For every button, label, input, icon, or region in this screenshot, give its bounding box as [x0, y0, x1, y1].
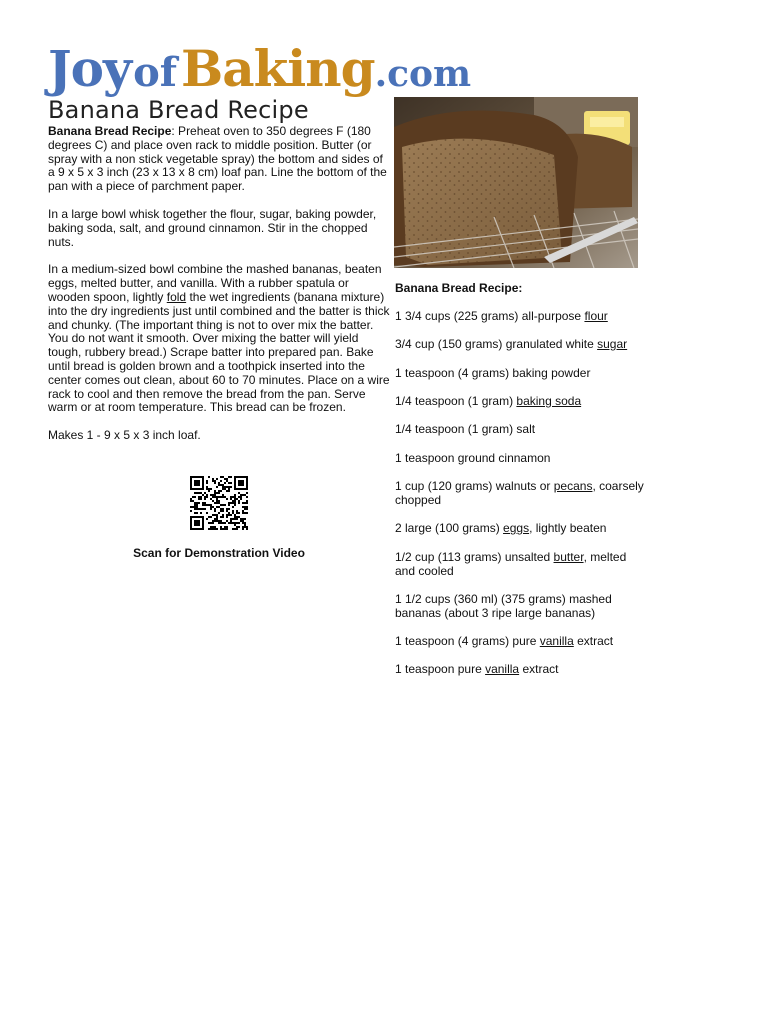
ingredient-item	[395, 395, 645, 409]
ingredient-text: 3/4 cup (150 grams) granulated white	[395, 337, 598, 352]
fold-link[interactable]: fold	[166, 289, 187, 304]
instructions	[48, 125, 390, 457]
instruction-text: In a medium-sized bowl combine the mashed bananas, beaten eggs, melted butter, and vanilla. With a rubber spatula or wooden spoon, lightly	[48, 262, 382, 304]
ingredient-link[interactable]: flour	[584, 308, 608, 323]
ingredient-link[interactable]: sugar	[597, 337, 628, 352]
bread-photo-image	[394, 97, 638, 268]
ingredient-link[interactable]: vanilla	[539, 634, 574, 649]
instruction-paragraph-3	[48, 263, 390, 415]
qr-code-icon	[190, 476, 248, 530]
ingredient-text: 1 teaspoon (4 grams) baking powder	[395, 365, 591, 380]
qr-caption: Scan for Demonstration Video	[133, 546, 305, 560]
ingredient-link[interactable]: butter	[553, 549, 584, 564]
instruction-lead: Banana Bread Recipe	[48, 124, 172, 138]
ingredient-link[interactable]: pecans	[553, 479, 593, 494]
ingredient-text: 1/2 cup (113 grams) unsalted	[395, 549, 554, 564]
ingredient-item	[395, 452, 645, 466]
ingredient-text: , coarsely chopped	[395, 479, 644, 507]
logo-baking: Baking	[180, 39, 375, 98]
ingredient-item	[395, 635, 645, 649]
ingredients-heading: Banana Bread Recipe:	[395, 281, 523, 295]
logo-com: .com	[374, 53, 472, 95]
ingredient-link[interactable]: eggs	[503, 521, 530, 536]
instruction-paragraph-2: In a large bowl whisk together the flour, sugar, baking powder, baking soda, salt, and ground cinnamon. Stir in the chopped nuts.	[48, 206, 377, 249]
ingredient-link[interactable]: baking soda	[516, 393, 582, 408]
ingredient-text: extract	[573, 634, 614, 649]
ingredient-text: 1 teaspoon (4 grams) pure	[395, 634, 540, 649]
ingredients	[395, 282, 645, 692]
qr-code[interactable]	[190, 476, 248, 530]
instruction-text: the wet ingredients (banana mixture) into the dry ingredients just until combined and the batter is thick and chunky. (The important thing is not to over mix the batter. You do not want it smooth. Over mixing the batter will yield tough, rubbery bread.) Scrape batter into prepared pan. Bake until bread is golden brown and a toothpick inserted into the center comes out clean, about 60 to 70 minutes. Place on a wire rack to cool and then remove the bread from the pan. Serve warm or at room temperature. This bread can be frozen.	[48, 289, 390, 415]
ingredient-text: 1/4 teaspoon (1 gram)	[395, 393, 517, 408]
ingredient-item	[395, 367, 645, 381]
ingredient-link[interactable]: vanilla	[485, 662, 520, 677]
ingredient-text: 1 teaspoon ground cinnamon	[395, 450, 551, 465]
instruction-paragraph-1	[48, 125, 390, 194]
banana-bread-photo	[394, 97, 638, 268]
ingredient-text: , lightly beaten	[529, 521, 607, 536]
ingredient-item	[395, 551, 645, 579]
page-title: Banana Bread Recipe	[48, 96, 309, 124]
ingredient-text: 1 cup (120 grams) walnuts or	[395, 479, 554, 494]
instruction-text: : Preheat oven to 350 degrees F (180 degrees C) and place oven rack to middle position. Butter (or spray with a non stick vegetable spray) the bottom and sides of a 9 x 5 x 3 inch (23 x 13 x 8 cm) loaf pan. Line the bottom of the pan with a piece of parchment paper.	[48, 124, 387, 194]
ingredient-item	[395, 310, 645, 324]
logo-joy: Joy	[48, 39, 132, 98]
ingredient-text: 1 3/4 cups (225 grams) all-purpose	[395, 308, 585, 323]
ingredient-text: extract	[519, 662, 559, 677]
logo-of: of	[133, 49, 177, 96]
ingredient-text: 2 large (100 grams)	[395, 521, 504, 536]
ingredient-item	[395, 480, 645, 508]
ingredient-text: 1 1/2 cups (360 ml) (375 grams) mashed bananas (about 3 ripe large bananas)	[395, 591, 612, 620]
site-logo[interactable]	[48, 38, 471, 100]
ingredient-item	[395, 663, 645, 677]
ingredient-item	[395, 423, 645, 437]
yield-text: Makes 1 - 9 x 5 x 3 inch loaf.	[48, 428, 201, 443]
ingredients-list	[395, 310, 645, 677]
ingredient-text: 1/4 teaspoon (1 gram) salt	[395, 422, 536, 437]
ingredient-item	[395, 338, 645, 352]
ingredient-item	[395, 522, 645, 536]
ingredient-text: , melted and cooled	[395, 549, 627, 578]
ingredient-item	[395, 593, 645, 621]
ingredient-text: 1 teaspoon pure	[395, 662, 486, 677]
